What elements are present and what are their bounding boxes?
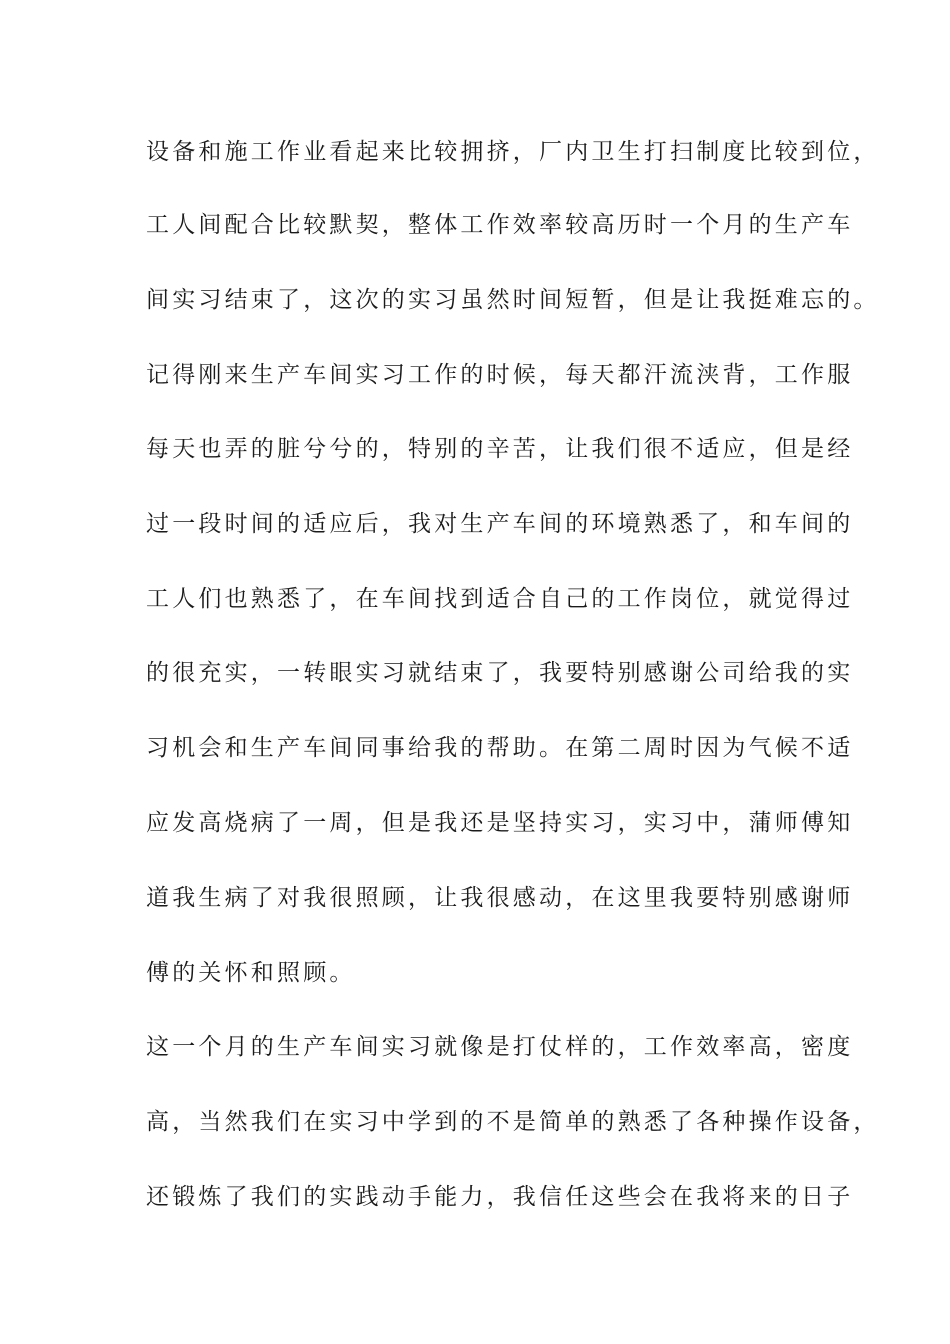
- text-line: 这一个月的生产车间实习就像是打仗样的，工作效率高，密度: [146, 1034, 854, 1060]
- text-line: 傅的关怀和照顾。: [146, 960, 356, 986]
- text-line: 记得刚来生产车间实习工作的时候，每天都汗流浃背，工作服: [146, 362, 854, 388]
- text-line: 的很充实，一转眼实习就结束了，我要特别感谢公司给我的实: [146, 660, 854, 686]
- text-line: 道我生病了对我很照顾，让我很感动，在这里我要特别感谢师: [146, 885, 854, 911]
- text-line: 高，当然我们在实习中学到的不是简单的熟悉了各种操作设备，: [146, 1109, 880, 1135]
- text-line: 工人们也熟悉了，在车间找到适合自己的工作岗位，就觉得过: [146, 586, 854, 612]
- text-line: 还锻炼了我们的实践动手能力，我信任这些会在我将来的日子: [146, 1184, 854, 1210]
- text-line: 习机会和生产车间同事给我的帮助。在第二周时因为气候不适: [146, 735, 854, 761]
- text-line: 每天也弄的脏兮兮的，特别的辛苦，让我们很不适应，但是经: [146, 436, 854, 462]
- text-line: 过一段时间的适应后，我对生产车间的环境熟悉了，和车间的: [146, 511, 854, 537]
- text-line: 设备和施工作业看起来比较拥挤，厂内卫生打扫制度比较到位，: [146, 139, 880, 165]
- text-line: 应发高烧病了一周，但是我还是坚持实习，实习中，蒲师傅知: [146, 810, 854, 836]
- text-line: 间实习结束了，这次的实习虽然时间短暂，但是让我挺难忘的。: [146, 287, 880, 313]
- text-line: 工人间配合比较默契，整体工作效率较高历时一个月的生产车: [146, 212, 854, 238]
